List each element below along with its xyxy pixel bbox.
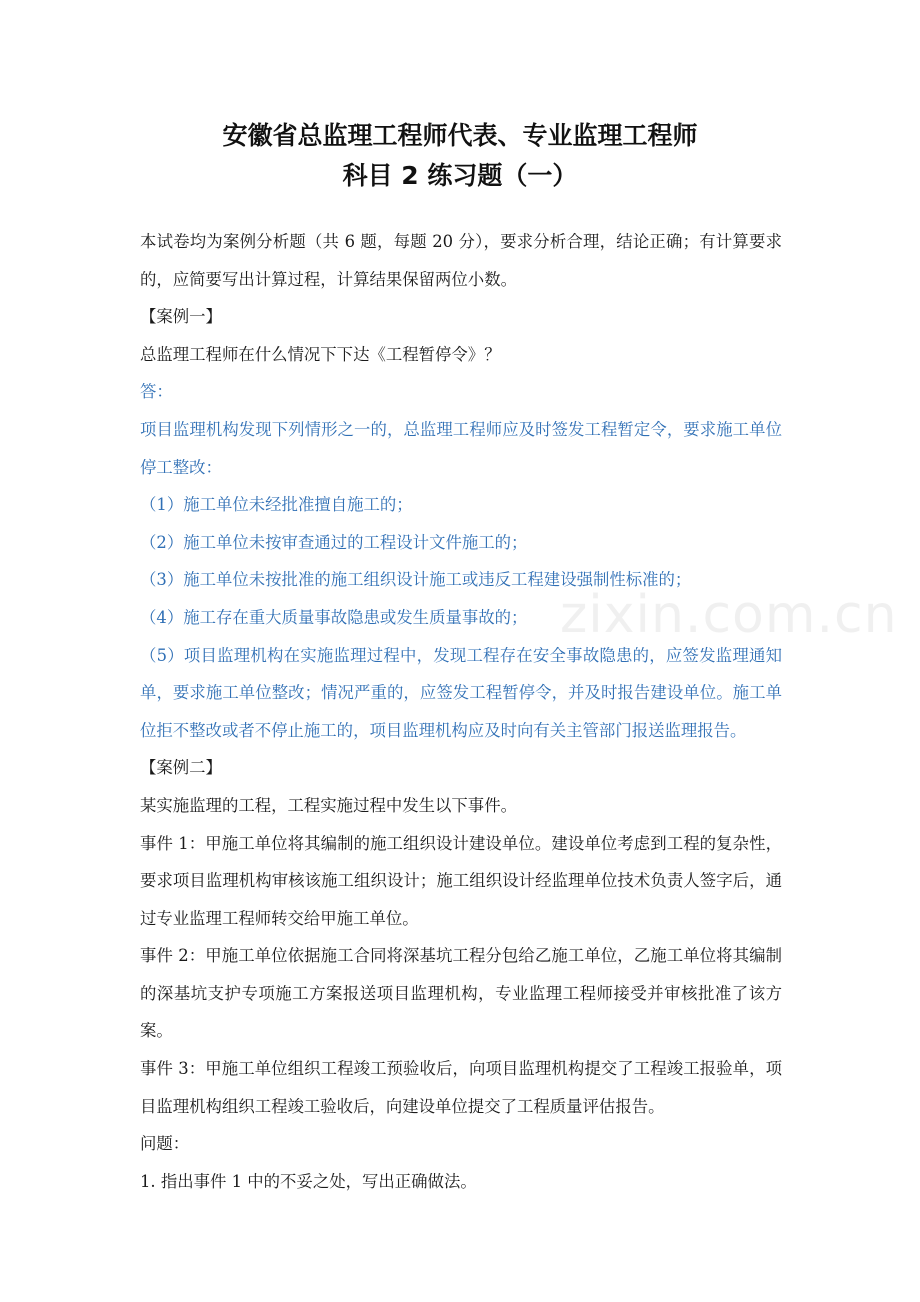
- case1-answer-label: 答：: [140, 382, 173, 402]
- case1-answer-item: （1）施工单位未经批准擅自施工的；: [140, 495, 413, 515]
- document-title-line2: 科目 2 练习题（一）: [342, 161, 578, 190]
- case2-intro: 某实施监理的工程，工程实施过程中发生以下事件。: [140, 795, 517, 815]
- case1-answer-item: （5）项目监理机构在实施监理过程中，发现工程存在安全事故隐患的，应签发监理通知单，要求施工单位整改；情况严重的，应签发工程暂停令，并及时报告建设单位。施工单位拒不整改或者不停止施工的，项目监理机构应及时向有关主管部门报送监理报告。: [140, 645, 782, 740]
- case2-questions-label: 问题：: [140, 1134, 190, 1154]
- case1-question: 总监理工程师在什么情况下下达《工程暂停令》？: [140, 344, 501, 364]
- case2-event2: 事件 2：甲施工单位依据施工合同将深基坑工程分包给乙施工单位，乙施工单位将其编制的深基坑支护专项施工方案报送项目监理机构，专业监理工程师接受并审核批准了该方案。: [140, 946, 782, 1041]
- case1-answer-item: （4）施工存在重大质量事故隐患或发生质量事故的；: [140, 607, 528, 627]
- case1-answer-intro: 项目监理机构发现下列情形之一的，总监理工程师应及时签发工程暂定令，要求施工单位停工整改：: [140, 419, 782, 477]
- case2-question1: 1. 指出事件 1 中的不妥之处，写出正确做法。: [140, 1171, 477, 1191]
- watermark: zixin.com.cn: [560, 585, 898, 645]
- case1-heading: 【案例一】: [140, 307, 222, 327]
- intro-paragraph: 本试卷均为案例分析题（共 6 题，每题 20 分），要求分析合理，结论正确；有计算要求的，应简要写出计算过程，计算结果保留两位小数。: [140, 232, 782, 289]
- case1-answer-item: （3）施工单位未按批准的施工组织设计施工或违反工程建设强制性标准的；: [140, 570, 692, 590]
- case2-event3: 事件 3：甲施工单位组织工程竣工预验收后，向项目监理机构提交了工程竣工报验单，项目监理机构组织工程竣工验收后，向建设单位提交了工程质量评估报告。: [140, 1059, 782, 1116]
- case2-event1: 事件 1：甲施工单位将其编制的施工组织设计建设单位。建设单位考虑到工程的复杂性，要求项目监理机构审核该施工组织设计；施工组织设计经监理单位技术负责人签字后，通过专业监理工程师转交给甲施工单位。: [140, 833, 782, 928]
- case2-heading: 【案例二】: [140, 758, 222, 778]
- case1-answer-item: （2）施工单位未按审查通过的工程设计文件施工的；: [140, 532, 528, 552]
- document-title-line1: 安徽省总监理工程师代表、专业监理工程师: [222, 121, 698, 150]
- document-body: [140, 223, 782, 1200]
